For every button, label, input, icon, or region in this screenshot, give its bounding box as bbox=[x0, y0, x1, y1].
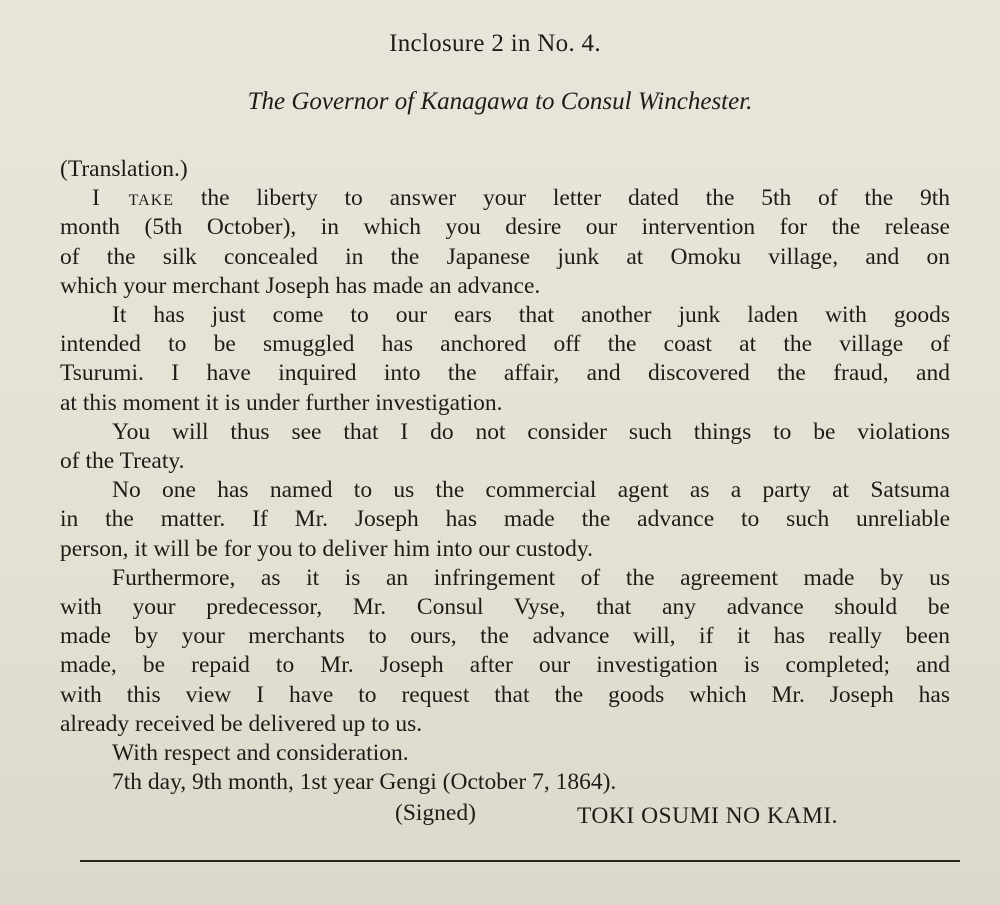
body-line: already received be delivered up to us. bbox=[60, 710, 423, 737]
signature-name: TOKI OSUMI NO KAMI. bbox=[577, 803, 839, 829]
body-line-text: the liberty to answer your letter dated the 5th of the 9th bbox=[174, 185, 951, 212]
body-line: which your merchant Joseph has made an advance. bbox=[60, 272, 541, 299]
footer-rule bbox=[80, 860, 960, 862]
inclosure-heading: Inclosure 2 in No. 4. bbox=[389, 30, 601, 57]
body-line: in the matter. If Mr. Joseph has made the advance to such unreliable bbox=[60, 506, 950, 533]
body-line: It has just come to our ears that another junk laden with goods bbox=[112, 302, 950, 329]
body-line: No one has named to us the commercial agent as a party at Satsuma bbox=[112, 477, 950, 504]
letter-subheading: The Governor of Kanagawa to Consul Winchester. bbox=[247, 88, 753, 115]
letter-body bbox=[60, 155, 950, 797]
body-line: intended to be smuggled has anchored off the coast at the village of bbox=[60, 331, 950, 358]
body-line: month (5th October), in which you desire our intervention for the release bbox=[60, 214, 950, 241]
signed-label: (Signed) bbox=[395, 800, 476, 826]
body-line: of the silk concealed in the Japanese junk at Omoku village, and on bbox=[60, 243, 950, 270]
translation-note: (Translation.) bbox=[60, 156, 188, 182]
opening-smallcaps: I take bbox=[92, 185, 175, 212]
body-line: made by your merchants to ours, the advance will, if it has really been bbox=[60, 623, 950, 650]
body-line: at this moment it is under further investigation. bbox=[60, 389, 503, 416]
body-line: made, be repaid to Mr. Joseph after our investigation is completed; and bbox=[60, 652, 950, 679]
body-line: of the Treaty. bbox=[60, 448, 185, 475]
body-line: with this view I have to request that the goods which Mr. Joseph has bbox=[60, 681, 950, 708]
body-line: Tsurumi. I have inquired into the affair, and discovered the fraud, and bbox=[60, 360, 950, 387]
body-line bbox=[60, 184, 950, 213]
body-line: with your predecessor, Mr. Consul Vyse, that any advance should be bbox=[60, 594, 950, 621]
date-line: 7th day, 9th month, 1st year Gengi (October 7, 1864). bbox=[112, 769, 617, 796]
body-line: Furthermore, as it is an infringement of the agreement made by us bbox=[112, 564, 950, 591]
body-line: You will thus see that I do not consider such things to be violations bbox=[112, 418, 950, 445]
closing-line: With respect and consideration. bbox=[112, 740, 409, 767]
body-line: person, it will be for you to deliver him into our custody. bbox=[60, 535, 594, 562]
